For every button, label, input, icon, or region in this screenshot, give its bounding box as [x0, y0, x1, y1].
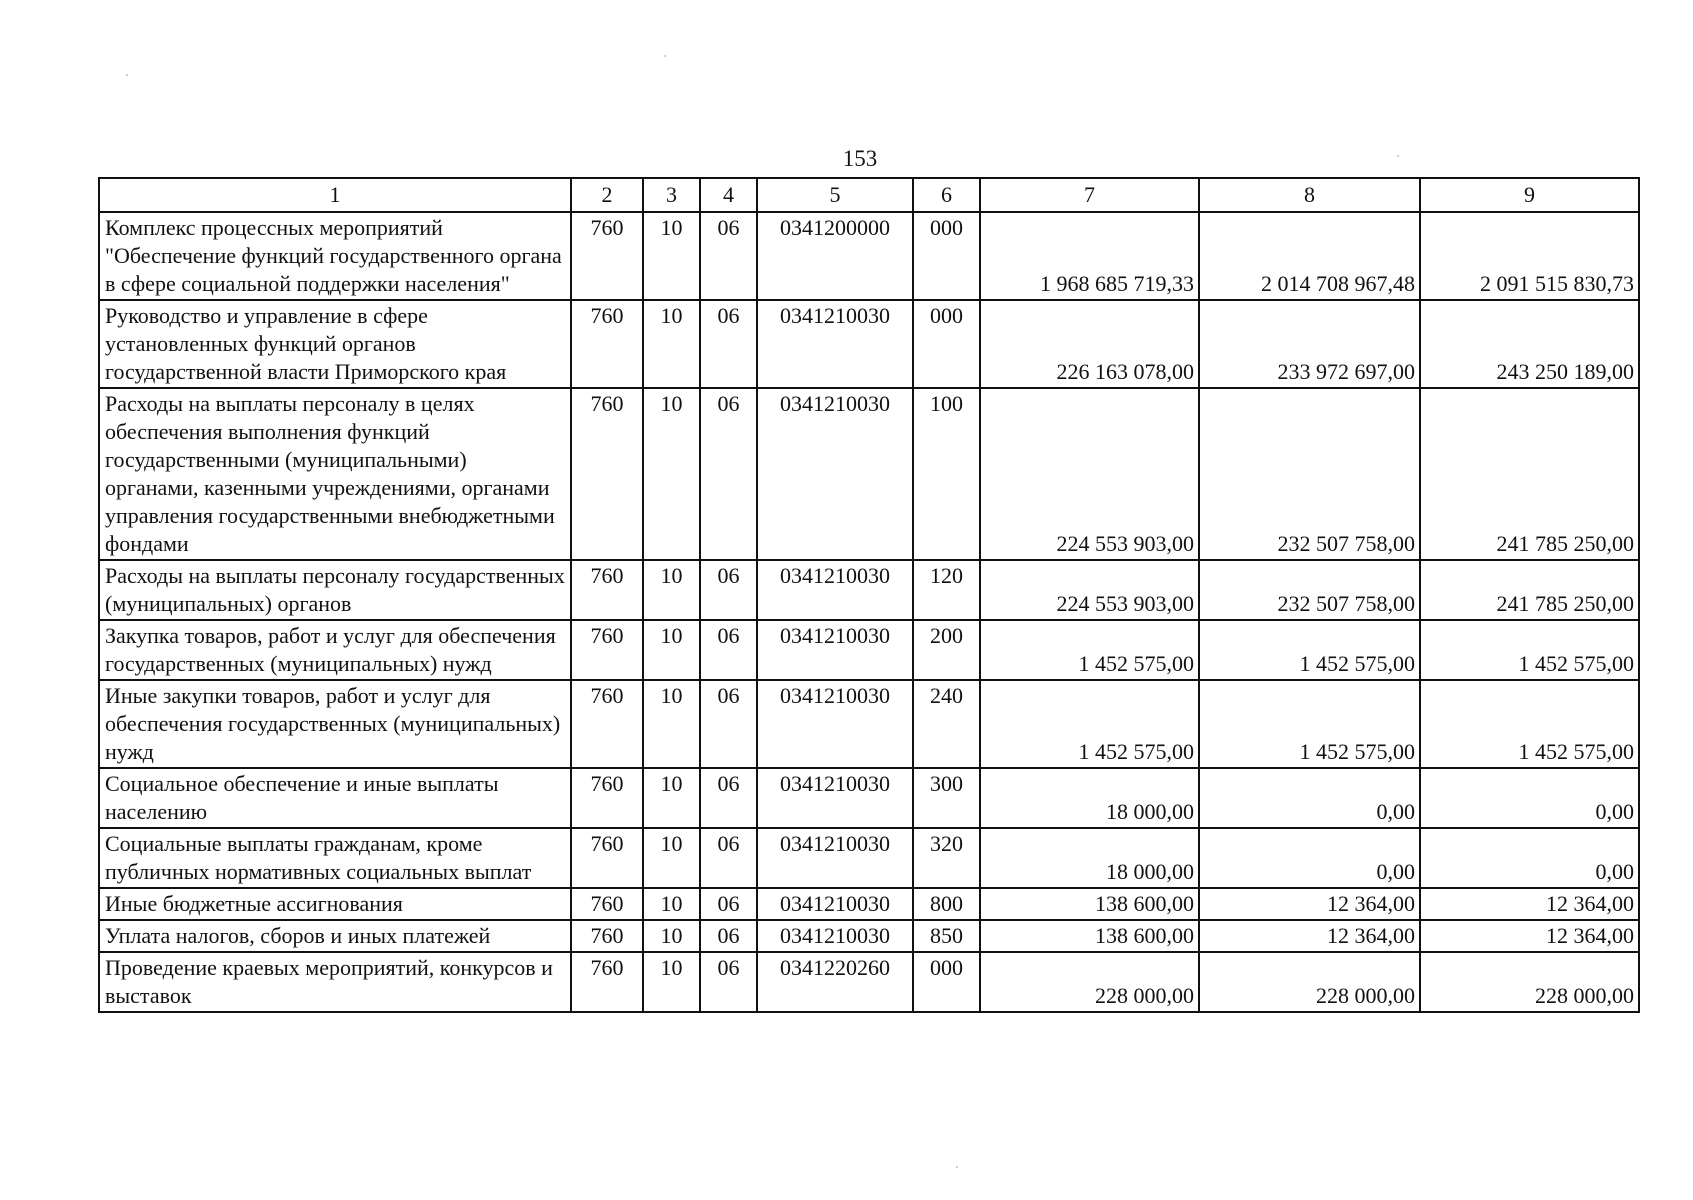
- ministry-code: 760: [571, 888, 643, 920]
- table-row: [99, 680, 1639, 768]
- row-name: Социальное обеспечение и иные выплаты населению: [99, 768, 571, 828]
- amount-col7: 224 553 903,00: [980, 388, 1199, 560]
- row-name: Закупка товаров, работ и услуг для обеспечения государственных (муниципальных) нужд: [99, 620, 571, 680]
- amount-col8: 233 972 697,00: [1199, 300, 1420, 388]
- section-code: 10: [643, 952, 700, 1012]
- row-name: Иные бюджетные ассигнования: [99, 888, 571, 920]
- column-header: 4: [700, 178, 757, 212]
- row-name: Комплекс процессных мероприятий "Обеспечение функций государственного органа в сфере социальной поддержки населения": [99, 212, 571, 300]
- expense-type-code: 240: [913, 680, 980, 768]
- subsection-code: 06: [700, 768, 757, 828]
- subsection-code: 06: [700, 952, 757, 1012]
- page-number: 153: [842, 146, 878, 171]
- ministry-code: 760: [571, 680, 643, 768]
- column-header: 7: [980, 178, 1199, 212]
- column-header: 3: [643, 178, 700, 212]
- amount-col9: 0,00: [1420, 828, 1639, 888]
- amount-col9: 1 452 575,00: [1420, 680, 1639, 768]
- ministry-code: 760: [571, 560, 643, 620]
- amount-col7: 18 000,00: [980, 828, 1199, 888]
- scan-speck: [664, 55, 666, 57]
- amount-col7: 138 600,00: [980, 920, 1199, 952]
- amount-col8: 0,00: [1199, 828, 1420, 888]
- amount-col7: 1 968 685 719,33: [980, 212, 1199, 300]
- expense-type-code: 320: [913, 828, 980, 888]
- target-article-code: 0341210030: [757, 888, 913, 920]
- section-code: 10: [643, 828, 700, 888]
- amount-col9: 228 000,00: [1420, 952, 1639, 1012]
- row-name: Социальные выплаты гражданам, кроме публичных нормативных социальных выплат: [99, 828, 571, 888]
- column-header: 8: [1199, 178, 1420, 212]
- table-row: [99, 952, 1639, 1012]
- row-name: Проведение краевых мероприятий, конкурсов и выставок: [99, 952, 571, 1012]
- amount-col8: 0,00: [1199, 768, 1420, 828]
- section-code: 10: [643, 680, 700, 768]
- ministry-code: 760: [571, 620, 643, 680]
- target-article-code: 0341210030: [757, 920, 913, 952]
- table-row: [99, 300, 1639, 388]
- expense-type-code: 200: [913, 620, 980, 680]
- amount-col8: 232 507 758,00: [1199, 560, 1420, 620]
- table-row: [99, 768, 1639, 828]
- amount-col7: 18 000,00: [980, 768, 1199, 828]
- column-header: 5: [757, 178, 913, 212]
- ministry-code: 760: [571, 920, 643, 952]
- expense-type-code: 850: [913, 920, 980, 952]
- ministry-code: 760: [571, 300, 643, 388]
- amount-col9: 1 452 575,00: [1420, 620, 1639, 680]
- amount-col9: 2 091 515 830,73: [1420, 212, 1639, 300]
- column-header: 1: [99, 178, 571, 212]
- row-name: Руководство и управление в сфере установленных функций органов государственной власти Приморского края: [99, 300, 571, 388]
- section-code: 10: [643, 560, 700, 620]
- expense-type-code: 000: [913, 300, 980, 388]
- target-article-code: 0341220260: [757, 952, 913, 1012]
- amount-col9: 241 785 250,00: [1420, 560, 1639, 620]
- amount-col7: 224 553 903,00: [980, 560, 1199, 620]
- table-row: [99, 212, 1639, 300]
- expense-type-code: 100: [913, 388, 980, 560]
- ministry-code: 760: [571, 952, 643, 1012]
- subsection-code: 06: [700, 560, 757, 620]
- section-code: 10: [643, 300, 700, 388]
- row-name: Расходы на выплаты персоналу государственных (муниципальных) органов: [99, 560, 571, 620]
- amount-col7: 226 163 078,00: [980, 300, 1199, 388]
- ministry-code: 760: [571, 828, 643, 888]
- ministry-code: 760: [571, 212, 643, 300]
- ministry-code: 760: [571, 388, 643, 560]
- expense-type-code: 000: [913, 952, 980, 1012]
- scan-speck: [126, 74, 128, 76]
- amount-col7: 1 452 575,00: [980, 680, 1199, 768]
- amount-col7: 228 000,00: [980, 952, 1199, 1012]
- scan-speck: [1397, 155, 1399, 157]
- subsection-code: 06: [700, 680, 757, 768]
- table-row: [99, 828, 1639, 888]
- amount-col9: 241 785 250,00: [1420, 388, 1639, 560]
- subsection-code: 06: [700, 212, 757, 300]
- column-number-header: [99, 178, 1639, 212]
- scan-speck: [956, 1166, 958, 1168]
- section-code: 10: [643, 620, 700, 680]
- section-code: 10: [643, 212, 700, 300]
- ministry-code: 760: [571, 768, 643, 828]
- row-name: Уплата налогов, сборов и иных платежей: [99, 920, 571, 952]
- target-article-code: 0341210030: [757, 300, 913, 388]
- table-row: [99, 560, 1639, 620]
- amount-col9: 12 364,00: [1420, 888, 1639, 920]
- subsection-code: 06: [700, 888, 757, 920]
- subsection-code: 06: [700, 828, 757, 888]
- target-article-code: 0341210030: [757, 680, 913, 768]
- subsection-code: 06: [700, 388, 757, 560]
- row-name: Иные закупки товаров, работ и услуг для обеспечения государственных (муниципальных) нужд: [99, 680, 571, 768]
- target-article-code: 0341210030: [757, 828, 913, 888]
- subsection-code: 06: [700, 620, 757, 680]
- column-header: 9: [1420, 178, 1639, 212]
- amount-col8: 232 507 758,00: [1199, 388, 1420, 560]
- amount-col9: 0,00: [1420, 768, 1639, 828]
- row-name: Расходы на выплаты персоналу в целях обеспечения выполнения функций государственными (муниципальными) органами, казенными учреждениями, органами управления государственными внебюджетными фондами: [99, 388, 571, 560]
- budget-table: [98, 177, 1640, 1013]
- table-row: [99, 620, 1639, 680]
- table-row: [99, 388, 1639, 560]
- expense-type-code: 000: [913, 212, 980, 300]
- target-article-code: 0341210030: [757, 560, 913, 620]
- expense-type-code: 120: [913, 560, 980, 620]
- amount-col8: 1 452 575,00: [1199, 620, 1420, 680]
- column-header: 2: [571, 178, 643, 212]
- column-header: 6: [913, 178, 980, 212]
- target-article-code: 0341210030: [757, 388, 913, 560]
- section-code: 10: [643, 388, 700, 560]
- table-row: [99, 888, 1639, 920]
- amount-col8: 1 452 575,00: [1199, 680, 1420, 768]
- target-article-code: 0341200000: [757, 212, 913, 300]
- amount-col8: 2 014 708 967,48: [1199, 212, 1420, 300]
- amount-col8: 12 364,00: [1199, 888, 1420, 920]
- amount-col9: 243 250 189,00: [1420, 300, 1639, 388]
- amount-col8: 12 364,00: [1199, 920, 1420, 952]
- amount-col9: 12 364,00: [1420, 920, 1639, 952]
- table-row: [99, 920, 1639, 952]
- subsection-code: 06: [700, 920, 757, 952]
- target-article-code: 0341210030: [757, 768, 913, 828]
- section-code: 10: [643, 920, 700, 952]
- expense-type-code: 300: [913, 768, 980, 828]
- subsection-code: 06: [700, 300, 757, 388]
- expense-type-code: 800: [913, 888, 980, 920]
- target-article-code: 0341210030: [757, 620, 913, 680]
- section-code: 10: [643, 768, 700, 828]
- amount-col7: 1 452 575,00: [980, 620, 1199, 680]
- amount-col8: 228 000,00: [1199, 952, 1420, 1012]
- section-code: 10: [643, 888, 700, 920]
- amount-col7: 138 600,00: [980, 888, 1199, 920]
